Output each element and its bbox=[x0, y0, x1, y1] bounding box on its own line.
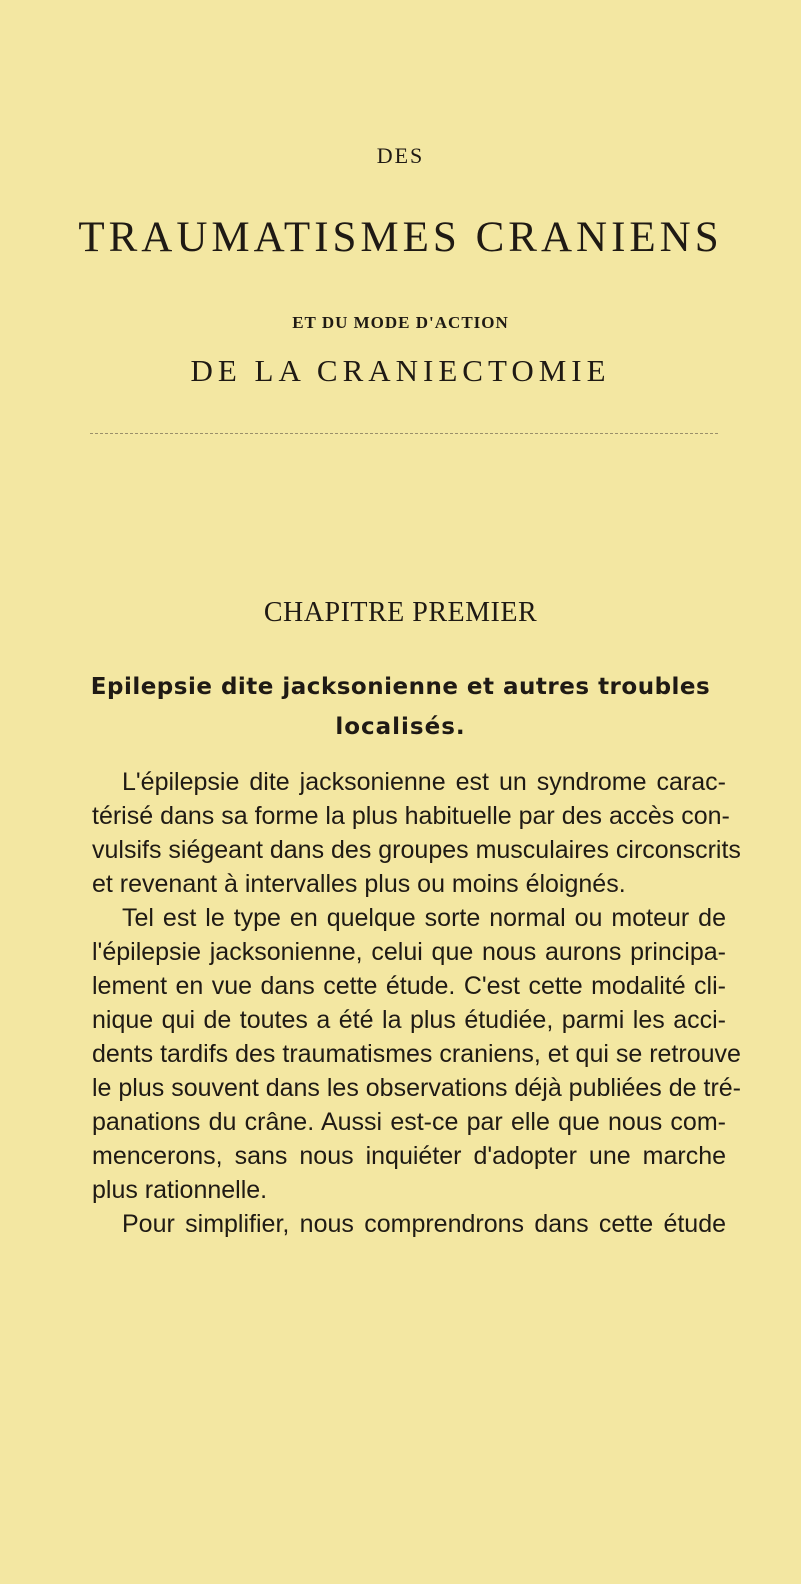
text-line: plus rationnelle. bbox=[92, 1176, 268, 1204]
text-line: nique qui de toutes a été la plus étudiée, parmi les acci- bbox=[92, 1006, 726, 1034]
chapter-heading: CHAPITRE PREMIER bbox=[263, 597, 538, 628]
text-line: l'épilepsie jacksonienne, celui que nous aurons principa- bbox=[92, 938, 726, 966]
section-heading-line-1: Epilepsie dite jacksonienne et autres troubles bbox=[90, 674, 711, 700]
subtitle: ET DU MODE D'ACTION bbox=[292, 313, 509, 332]
text-line: Tel est le type en quelque sorte normal ou moteur de bbox=[122, 904, 726, 932]
text-line: le plus souvent dans les observations déjà publiées de tré- bbox=[92, 1074, 742, 1102]
section-heading-line-2: localisés. bbox=[335, 714, 466, 740]
main-title-2: DE LA CRANIECTOMIE bbox=[190, 353, 611, 388]
text-line: vulsifs siégeant dans des groupes musculaires circonscrits bbox=[92, 836, 741, 864]
text-line: lement en vue dans cette étude. C'est cette modalité cli- bbox=[92, 972, 726, 1000]
text-line: mencerons, sans nous inquiéter d'adopter une marche bbox=[92, 1142, 726, 1170]
text-line: dents tardifs des traumatismes craniens, et qui se retrouve bbox=[92, 1040, 741, 1068]
title-divider bbox=[90, 433, 718, 434]
pre-title: DES bbox=[376, 143, 425, 168]
body-paragraphs bbox=[92, 765, 742, 1241]
text-line: Pour simplifier, nous comprendrons dans cette étude bbox=[122, 1210, 726, 1238]
text-line: L'épilepsie dite jacksonienne est un syndrome carac- bbox=[122, 768, 726, 796]
text-line: térisé dans sa forme la plus habituelle par des accès con- bbox=[92, 802, 730, 830]
text-line: et revenant à intervalles plus ou moins éloignés. bbox=[92, 870, 626, 898]
main-title: TRAUMATISMES CRANIENS bbox=[78, 214, 723, 261]
text-line: panations du crâne. Aussi est-ce par elle que nous com- bbox=[92, 1108, 726, 1136]
